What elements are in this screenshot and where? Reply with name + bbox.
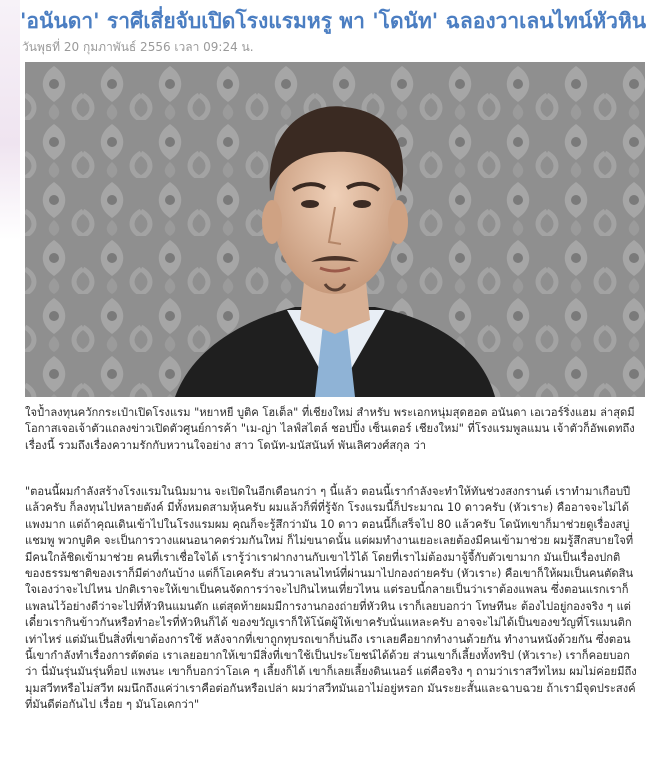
side-decoration (0, 0, 20, 240)
quote-paragraph: "ตอนนี้ผมกำลังสร้างโรงแรมในนิมมาน จะเปิดในอีกเดือนกว่า ๆ นี้แล้ว ตอนนี้เรากำลังจะทำให้ทันช่วงสงกรานต์ เราทำมาเกือบปีแล้วครับ ก็ลงทุนไปหลายตังค์ มีทั้งหมดสามหุ้นครับ ผมแล้วก็พี่ที่รู้จัก โรงแรมนี้ก็ประมาณ 10 ดาวครับ (หัวเราะ) คืออาจจะไม่ได้แพงมาก แต่ถ้าคุณเดินเข้าไปในโรงแรมผม คุณก็จะรู้สึกว่ามัน 10 ดาว ตอนนี้ก็เสร็จไป 80 แล้วครับ โดนัทเขาก็มาช่วยดูเรื่องสบู่ แชมพู พวกบูติค จะเป็นการวางแผนอนาคตร่วมกันใหม่ ก็ไม่ขนาดนั้น แต่ผมทำงานเยอะเลยต้องมีคนเข้ามาช่วย ผมรู้สึกสบายใจที่มีคนใกล้ชิดเข้ามาช่วย คนที่เราเชื่อใจได้ เรารู้ว่าเราฝากงานกับเขาไว้ได้ โดยที่เราไม่ต้องมาจู้จี้กับตัวเขามาก มันเป็นเรื่องปกติของธรรมชาติของเราก็มีต่างกันบ้าง แต่ก็โอเคครับ ส่วนวาเลนไทน์ที่ผ่านมาไปกองถ่ายครับ (หัวเราะ) คือเขาก็ให้ผมเป็นคนตัดสินใจเองว่าจะไปไหน ปกติเราจะให้เขาเป็นคนจัดการว่าจะไปกินไหนเที่ยวไหน แต่รอบนี้กลายเป็นว่าเราต้องแพลน ซึ่งตอนแรกเราก็แพลนไว้อย่างดีว่าจะไปที่หัวหินแมนดัก แต่สุดท้ายผมมีการงานกองถ่ายที่หัวหิน เราก็เลยบอกว่า โทษทีนะ ต้องไปอยู่กองจริง ๆ แต่เดี๋ยวเรากินข้าวกันหรือทำอะไรที่หัวหินก็ได้ ของขวัญเราก็ให้โน้ตผู้ให้เขาครับนั่นแหละครับ อาจจะไม่ได้เป็นของขวัญที่โรแมนติกเท่าไหร่ แต่มันเป็นสิ่งที่เขาต้องการใช้ หลังจากที่เขาถูกทุบรถเขาก็บ่นถึง เราเลยคือยากทำงานด้วยกัน ทำงานหนังด้วยกัน ซึ่งตอนนี้เขากำลังทำเรื่องการตัดต่อ เราเลยอยากให้เขามีสิ่งที่เขาใช้เป็นประโยชน์ได้ด้วย ส่วนเขาก็เลี้ยงทั้งทริป (หัวเราะ) เราก็คอยบอกว่า นี่มันรุ่นมันรุ่นท็อป แพงนะ เขาก็บอกว่าโอเค ๆ เลี้ยงก็ได้ เขาก็เลยเลี้ยงดินเนอร์ แต่คือจริง ๆ ถามว่าเราสวีทไหม ผมไม่ค่อยมีถึงมุมสวีทหรือไม่สวีท ผมนึกถึงแค่ว่าเราคือต่อกันหรือเปล่า ผมว่าสวีทมันเอาไม่อยู่หรอก มันระยะสั้นและฉาบฉวย ถ้าเรามีจุดประสงค์ที่มันดีต่อกันไป เรื่อย ๆ มันโอเคกว่า" (25, 485, 637, 712)
article-date: วันพุธที่ 20 กุมภาพันธ์ 2556 เวลา 09:24 น. (22, 40, 254, 54)
article-headline: 'อนันดา' ราศีเสี่ยจับเปิดโรงแรมหรู พา 'โดนัท' ฉลองวาเลนไทน์หัวหิน (20, 9, 647, 33)
intro-paragraph: ใจป้ำลงทุนควักกระเป๋าเปิดโรงแรม "หยาหยี บูติค โฮเต็ล" ที่เชียงใหม่ สำหรับ พระเอกหนุ่มสุดฮอต อนันดา เอเวอร์ริ่งแฮม ล่าสุดมีโอกาสเจอเจ้าตัวแถลงข่าวเปิดตัวศูนย์การค้า "เม-ญ่า ไลฟ์สไตล์ ชอปปิ้ง เซ็นเตอร์ เชียงใหม่" ที่โรงแรมพูลแมน เจ้าตัวก็อัพเดทถึงเรื่องนี้ รวมถึงเรื่องความรักกับหวานใจอย่าง สาว โดนัท-มนัสนันท์ พันเลิศวงศ์สกุล ว่า (25, 406, 635, 452)
article-quote (25, 484, 637, 714)
article-intro (25, 405, 637, 454)
article-photo (25, 62, 645, 397)
portrait-illustration (25, 62, 645, 397)
